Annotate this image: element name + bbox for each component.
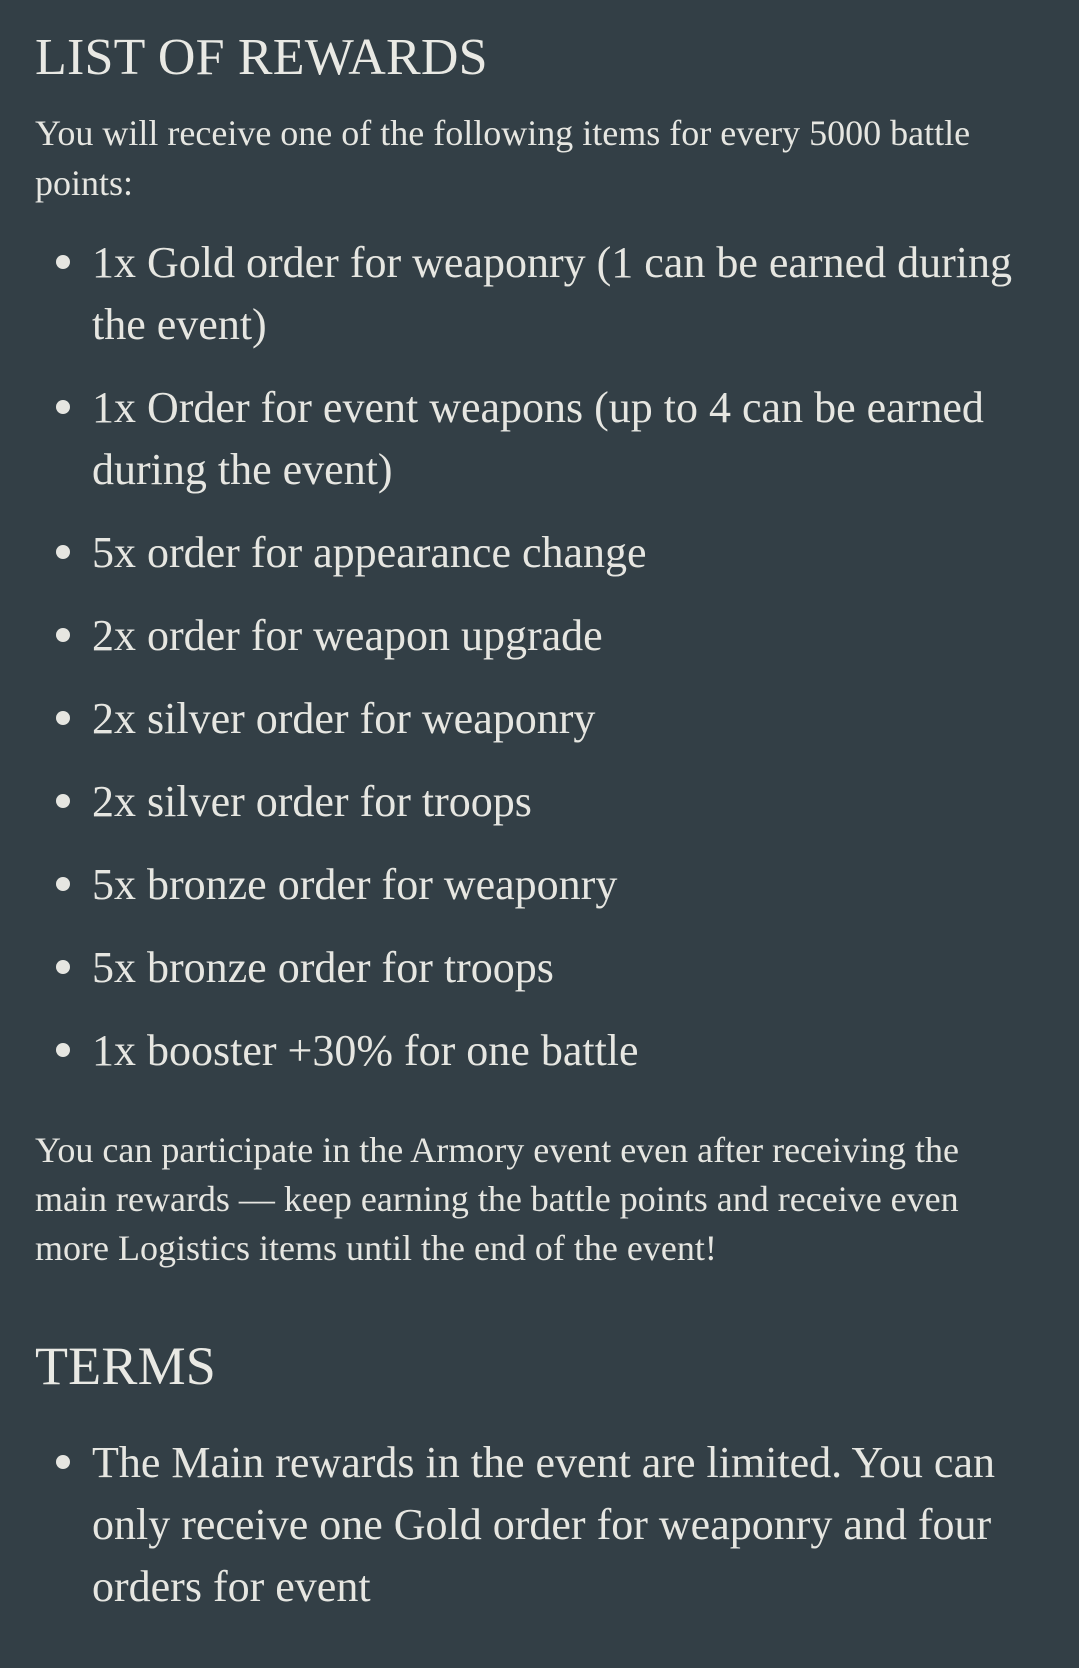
bullet-icon — [56, 255, 70, 269]
reward-item-text: 5x order for appearance change — [92, 528, 647, 577]
list-item — [35, 688, 1039, 750]
reward-item-text: 5x bronze order for troops — [92, 943, 554, 992]
list-item — [35, 232, 1039, 356]
bullet-icon — [56, 1455, 70, 1469]
bullet-icon — [56, 400, 70, 414]
reward-item-text: 1x Gold order for weaponry (1 can be earned during the event) — [92, 238, 1012, 349]
terms-list — [35, 1432, 1039, 1618]
bullet-icon — [56, 877, 70, 891]
rewards-outro: You can participate in the Armory event even after receiving the main rewards — keep earning the battle points and receive even more Logistics items until the end of the event! — [35, 1130, 959, 1268]
reward-item-text: 5x bronze order for weaponry — [92, 860, 618, 909]
list-item — [35, 1020, 1039, 1082]
terms-item-text: The Main rewards in the event are limited. You can only receive one Gold order for weaponry and four orders for event — [92, 1438, 995, 1611]
bullet-icon — [56, 711, 70, 725]
list-item — [35, 522, 1039, 584]
reward-item-text: 2x silver order for troops — [92, 777, 532, 826]
bullet-icon — [56, 545, 70, 559]
terms-title: TERMS — [35, 1336, 217, 1396]
reward-item-text: 2x silver order for weaponry — [92, 694, 596, 743]
rewards-list — [35, 232, 1039, 1082]
list-item — [35, 937, 1039, 999]
bullet-icon — [56, 794, 70, 808]
reward-item-text: 1x Order for event weapons (up to 4 can be earned during the event) — [92, 383, 984, 494]
list-item — [35, 1432, 1039, 1618]
list-item — [35, 377, 1039, 501]
bullet-icon — [56, 960, 70, 974]
bullet-icon — [56, 1043, 70, 1057]
bullet-icon — [56, 628, 70, 642]
rewards-title: LIST OF REWARDS — [35, 29, 488, 86]
rewards-intro: You will receive one of the following items for every 5000 battle points: — [35, 113, 971, 203]
list-item — [35, 605, 1039, 667]
list-item — [35, 771, 1039, 833]
reward-item-text: 2x order for weapon upgrade — [92, 611, 603, 660]
reward-item-text: 1x booster +30% for one battle — [92, 1026, 639, 1075]
list-item — [35, 854, 1039, 916]
